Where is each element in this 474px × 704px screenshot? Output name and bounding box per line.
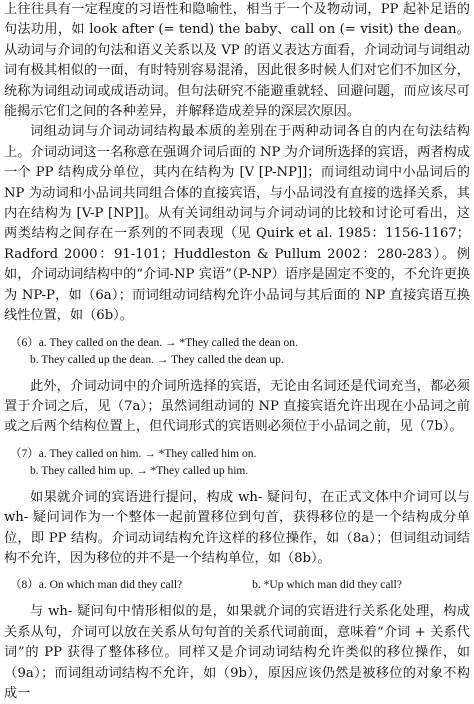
example-7	[4, 446, 470, 480]
paragraph-3: 此外，介词动词中的介词所选择的宾语，无论由名词还是代词充当，都必须置于介词之后，见（7a）；虽然词组动词的 NP 直接宾语允许出现在小品词之前或之后两个结构位置上，但代词形式的宾语则必须位于小品词之前，见（7b）。	[4, 378, 470, 435]
example-6	[4, 335, 470, 369]
example-8b-text: b. *Up which man did they call?	[252, 579, 402, 592]
example-7b: b. They called him up. → *They called up him.	[30, 464, 249, 477]
example-7a: （7）a. They called on him. → *They called him on.	[10, 447, 257, 460]
document-page	[4, 0, 470, 704]
paragraph-2: 词组动词与介词动词结构最本质的差别在于两种动词各自的内在句法结构上。介词动词这一名称意在强调介词后面的 NP 为介词所选择的宾语，两者构成一个 PP 结构成分单位，其内在结构为 [V [P-NP]]；而词组动词中小品词后的 NP 为动词和小品词共同组合体的直接宾语，与小品词没有直接的选择关系，其内在结构为 [V-P [NP]]。从有关词组动词与介词动词的比较和讨论可看出，这两类结构之间存在一系列的不同表现（见 Quirk et al. 1985：1156-1167；Radford 2000：91-101；Huddleston & Pullum 2002：280-283）。例如，介词动词结构中的“介词-NP 宾语”（P-NP）语序是固定不变的，不允许更换为 NP-P，如（6a）；而词组动词结构允许小品词与其后面的 NP 直接宾语互换线性位置，如（6b）。	[4, 124, 470, 324]
example-8	[4, 577, 470, 594]
paragraph-5: 与 wh- 疑问句中情形相似的是，如果就介词的宾语进行关系化处理，构成关系从句，介词可以放在关系从句句首的关系代词前面，意味着“介词 + 关系代词”的 PP 获得了整体移位。同样又是介词动词结构允许类似的移位操作，如（9a）；而词组动词结构不允许，如（9b），原因应该仍然是被移位的对象不构成一	[4, 604, 470, 701]
example-8a	[4, 577, 470, 594]
example-6a: （6）a. They called on the dean. → *They called the dean on.	[10, 336, 298, 349]
example-6b: b. They called up the dean. → They called the dean up.	[30, 353, 284, 366]
paragraph-4: 如果就介词的宾语进行提问，构成 wh- 疑问句，在正式文体中介词可以与 wh- 疑问词作为一个整体一起前置移位到句首，获得移位的是一个结构成分单位，即 PP 结构。介词动词结构允许这样的移位操作，如（8a）；但词组动词结构不允许，因为移位的并不是一个结构单位，如（8b）。	[4, 489, 470, 566]
example-8a-text: （8）a. On which man did they call?	[10, 579, 183, 592]
paragraph-1: 上往往具有一定程度的习语性和隐喻性，相当于一个及物动词，PP 起补足语的句法功用，如 look after (= tend) the baby、call on (= visit) the dean。从动词与介词的句法和语义关系以及 VP 的语义表达方面看，介词动词与词组动词有极其相似的一面，有时特别容易混淆，因此很多时候人们对它们不加区分，统称为词组动词或成语动词。但句法研究不能避重就轻、回避问题，而应该尽可能揭示它们之间的各种差异，并解释造成差异的深层次原因。	[4, 2, 470, 120]
